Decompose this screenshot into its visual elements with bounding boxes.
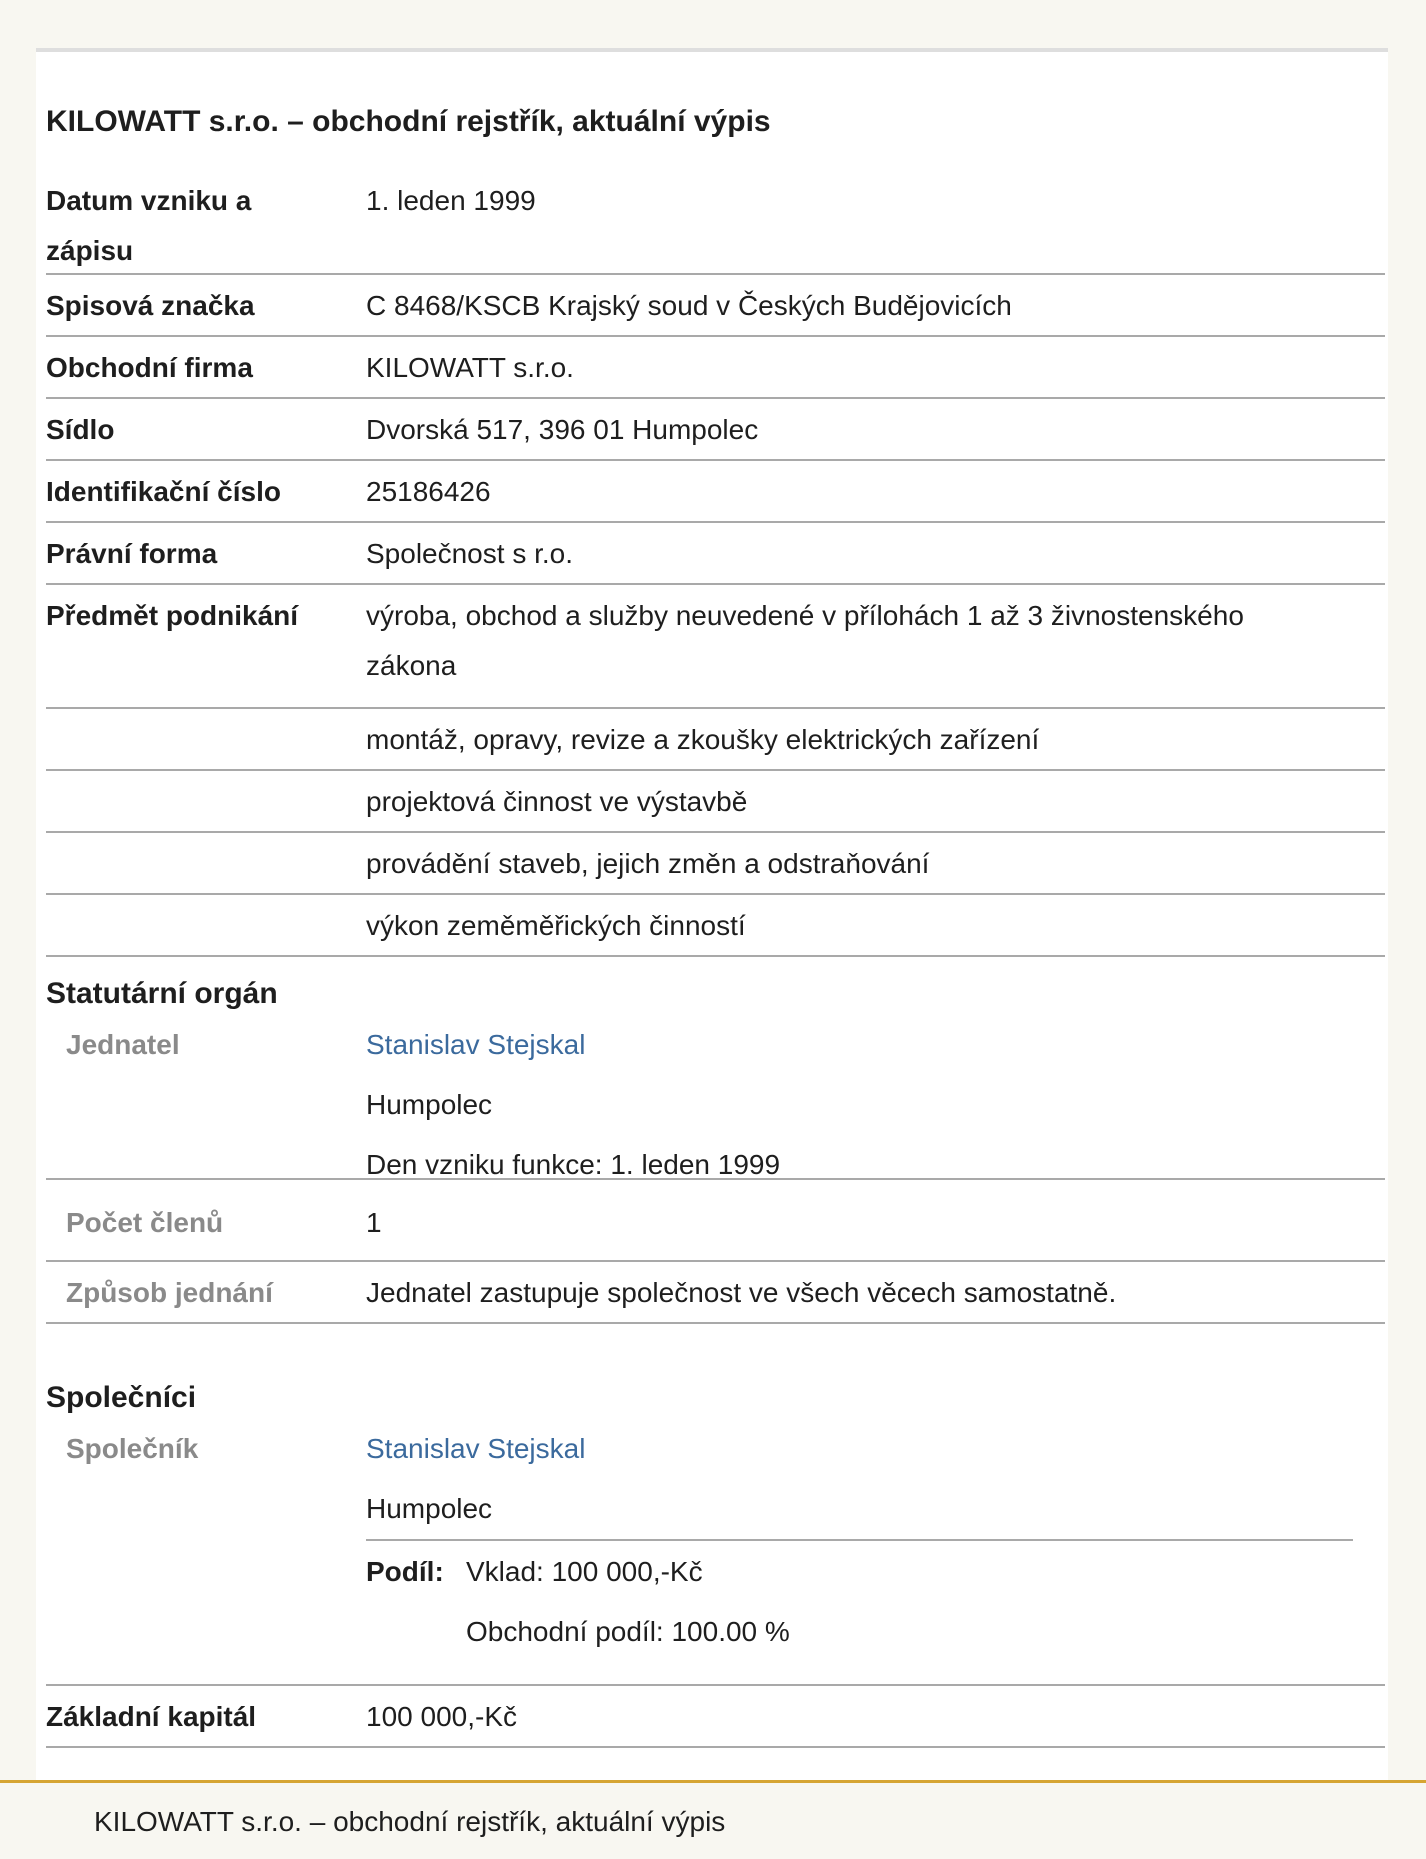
value-pravni-forma: Společnost s r.o.: [366, 538, 574, 569]
jednatel-city: Humpolec: [366, 1089, 493, 1120]
row-pravni-forma: [46, 523, 1385, 585]
podil-vklad: Vklad: 100 000,-Kč: [466, 1556, 703, 1587]
jednatel-name-link[interactable]: Stanislav Stejskal: [366, 1029, 586, 1060]
row-identifikacni-cislo: [46, 461, 1385, 523]
row-predmet-podnikani: [46, 585, 1385, 709]
value-spisova-znacka: C 8468/KSCB Krajský soud v Českých Budějovicích: [366, 290, 1012, 321]
spolecnik-city: Humpolec: [366, 1493, 493, 1524]
row-sidlo: [46, 399, 1385, 461]
predmet-item-3: projektová činnost ve výstavbě: [366, 786, 748, 817]
row-jednatel: [46, 1014, 1385, 1180]
value-obchodni-firma: KILOWATT s.r.o.: [366, 352, 574, 383]
row-zakladni-kapital: [46, 1686, 1385, 1748]
label-spisova-znacka: Spisová značka: [46, 290, 255, 321]
label-jednatel: Jednatel: [66, 1029, 180, 1060]
value-identifikacni-cislo: 25186426: [366, 476, 491, 507]
section-heading-spolecnici: Společníci: [46, 1381, 197, 1414]
label-pravni-forma: Právní forma: [46, 538, 218, 569]
label-datum-line-2: zápisu: [46, 235, 134, 266]
label-datum-line-1: Datum vzniku a: [46, 185, 252, 216]
predmet-item-1-line-2: zákona: [366, 650, 457, 681]
row-datum-vzniku: [46, 170, 1385, 275]
predmet-item-1-line-1: výroba, obchod a služby neuvedené v přílohách 1 až 3 živnostenského: [366, 600, 1244, 631]
label-pocet-clenu: Počet členů: [66, 1207, 224, 1238]
label-sidlo: Sídlo: [46, 414, 115, 445]
value-pocet-clenu: 1: [366, 1207, 382, 1238]
row-zpusob-jednani: [46, 1262, 1385, 1324]
jednatel-details: [366, 1014, 780, 1195]
row-predmet-item-4: [46, 833, 1385, 895]
value-zakladni-kapital: 100 000,-Kč: [366, 1701, 517, 1732]
predmet-item-4: provádění staveb, jejich změn a odstraňování: [366, 848, 930, 879]
section-heading-statutarni-organ: Statutární orgán: [46, 977, 278, 1010]
label-obchodni-firma: Obchodní firma: [46, 352, 253, 383]
row-pocet-clenu: [46, 1180, 1385, 1262]
label-predmet-podnikani: Předmět podnikání: [46, 600, 299, 631]
label-zakladni-kapital: Základní kapitál: [46, 1701, 257, 1732]
value-datum-vzniku: 1. leden 1999: [366, 185, 536, 216]
row-spolecnik: [46, 1418, 1385, 1686]
predmet-item-1: [366, 585, 1244, 686]
podil-label: Podíl:: [366, 1556, 444, 1587]
predmet-item-2: montáž, opravy, revize a zkoušky elektrických zařízení: [366, 724, 1040, 755]
row-spisova-znacka: [46, 275, 1385, 337]
spolecnik-details: [366, 1418, 585, 1539]
spolecnik-name-link[interactable]: Stanislav Stejskal: [366, 1433, 586, 1464]
label-zpusob-jednani: Způsob jednání: [66, 1277, 273, 1308]
label-datum-vzniku: [46, 170, 346, 271]
predmet-item-5: výkon zeměměřických činností: [366, 910, 746, 941]
row-predmet-item-5: [46, 895, 1385, 957]
label-identifikacni-cislo: Identifikační číslo: [46, 476, 281, 507]
value-sidlo: Dvorská 517, 396 01 Humpolec: [366, 414, 759, 445]
register-extract-panel: [36, 48, 1388, 1784]
row-obchodni-firma: [46, 337, 1385, 399]
row-predmet-item-3: [46, 771, 1385, 833]
jednatel-since: Den vzniku funkce: 1. leden 1999: [366, 1149, 781, 1180]
label-spolecnik: Společník: [66, 1433, 199, 1464]
footer-bar: [0, 1780, 1426, 1859]
podil-divider: [366, 1539, 1353, 1541]
podil-obchodni: Obchodní podíl: 100.00 %: [466, 1616, 790, 1647]
row-predmet-item-2: [46, 709, 1385, 771]
footer-title: KILOWATT s.r.o. – obchodní rejstřík, aktuální výpis: [94, 1806, 726, 1837]
value-zpusob-jednani: Jednatel zastupuje společnost ve všech věcech samostatně.: [366, 1277, 1117, 1308]
page-title: KILOWATT s.r.o. – obchodní rejstřík, aktuální výpis: [46, 105, 771, 138]
